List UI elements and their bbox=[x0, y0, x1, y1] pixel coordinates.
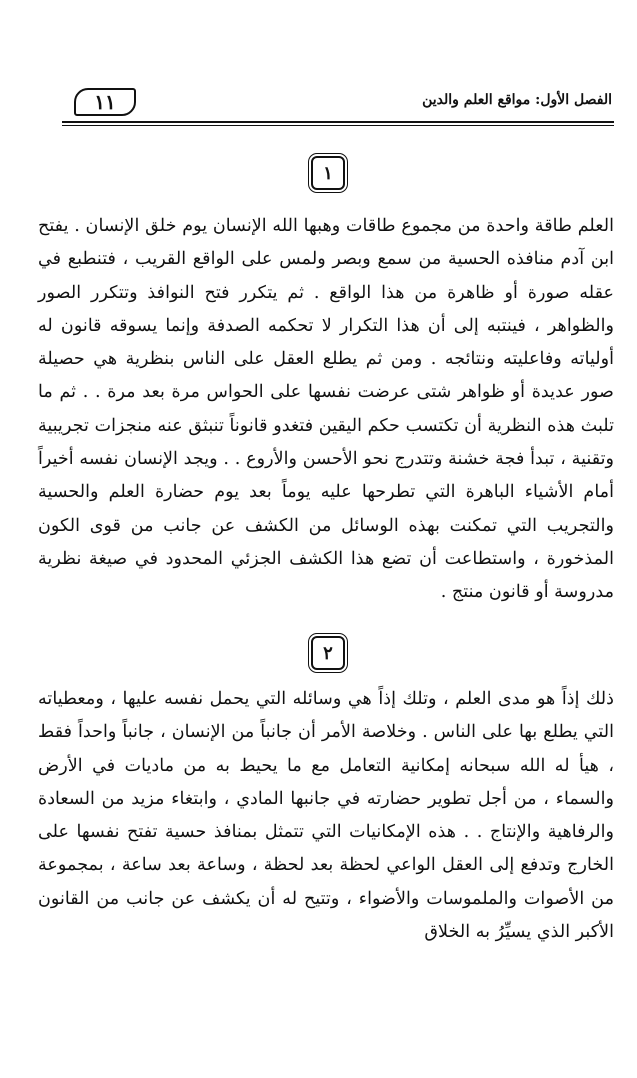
running-title: الفصل الأول: مواقع العلم والدين bbox=[422, 92, 612, 108]
section-number-2: ٢ bbox=[311, 636, 345, 670]
page-header bbox=[62, 86, 614, 126]
header-rule bbox=[62, 121, 614, 126]
section-number-1: ١ bbox=[311, 156, 345, 190]
section-1-paragraph: العلم طاقة واحدة من مجموع طاقات وهبها الله الإنسان يوم خلق الإنسان . يفتح ابن آدم منافذه الحسية من سمع وبصر ولمس على الواقع القريب ، فتنطبع في عقله صورة أو ظاهرة من هذا الواقع . ثم يتكرر فتح النوافذ وتتكرر الصور والظواهر ، فينتبه إلى أن هذا التكرار لا تحكمه الصدفة وإنما يسوقه قانون له أولياته وفاعليته ونتائجه . ومن ثم يطلع العقل على الناس بنظرية هي حصيلة صور عديدة أو ظواهر شتى عرضت نفسها على الحواس مرة بعد مرة . . ثم ما تلبث هذه النظرية أن تكتسب حكم اليقين فتغدو قانوناً تنبثق عنه منجزات تجريبية وتقنية ، تبدأ فجة خشنة وتتدرج نحو الأحسن والأروع . . ويجد الإنسان نفسه أخيراً أمام الأشياء الباهرة التي تطرحها عليه يوماً بعد يوم حضارة العلم والحسية والتجريب التي تمكنت بهذه الوسائل من الكشف عن جانب من قوى الكون المذخورة ، واستطاعت أن تضع هذا الكشف الجزئي المحدود في صيغة نظرية مدروسة أو قانون منتج . bbox=[38, 216, 614, 603]
page-number-badge: ١١ bbox=[74, 88, 136, 116]
section-2-paragraph: ذلك إذاً هو مدى العلم ، وتلك إذاً هي وسائله التي يحمل نفسه عليها ، ومعطياته التي يطلع بها على الناس . وخلاصة الأمر أن جانباً من الإنسان ، جانباً واحداً فقط ، هيأ له الله سبحانه إمكانية التعامل مع ما يحيط به من ماديات في الأرض والسماء ، من أجل تطوير حضارته في جانبها المادي ، وابتغاء مزيد من السعادة والرفاهية والإنتاج . . هذه الإمكانيات التي تتمثل بمنافذ حسية تفتح نفسها على الخارج وتدفع إلى العقل الواعي لحظة بعد لحظة ، وساعة بعد ساعة ، بمجموعة من الأصوات والملموسات والأضواء ، وتتيح له أن يكشف عن جانب من القانون الأكبر الذي يسيِّرُ به الخلاق bbox=[38, 689, 614, 943]
